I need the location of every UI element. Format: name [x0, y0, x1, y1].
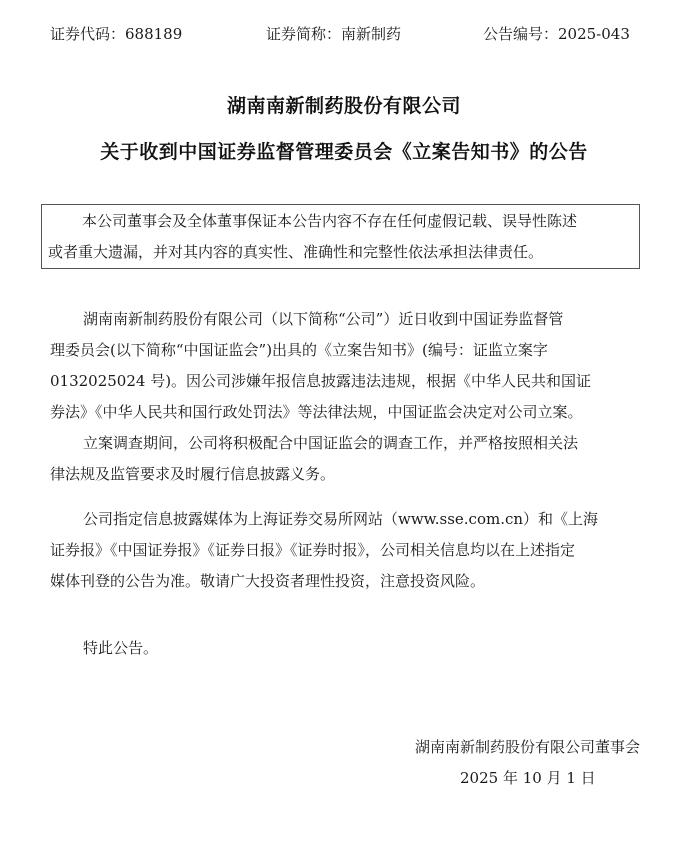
company-title: 湖南南新制药股份有限公司: [226, 95, 461, 117]
paragraph-line: 理委员会(以下简称“中国证监会”)出具的《立案告知书》(编号：证监立案字: [50, 341, 548, 359]
announcement-title: 关于收到中国证券监督管理委员会《立案告知书》的公告: [100, 141, 588, 163]
paragraph-line: 媒体刊登的公告为准。敬请广大投资者理性投资，注意投资风险。: [50, 572, 486, 590]
closing-statement: 特此公告。: [83, 639, 159, 657]
announcement-date: 2025 年 10 月 1 日: [460, 769, 596, 787]
notice-line: 或者重大遗漏，并对其内容的真实性、准确性和完整性依法承担法律责任。: [48, 243, 544, 261]
paragraph-line: 律法规及监管要求及时履行信息披露义务。: [50, 465, 336, 483]
notice-line: 本公司董事会及全体董事保证本公告内容不存在任何虚假记载、误导性陈述: [82, 212, 578, 230]
paragraph-disclosure-media: [50, 504, 640, 597]
paragraph-line: 0132025024 号)。因公司涉嫌年报信息披露违法违规，根据《中华人民共和国证: [50, 372, 592, 390]
board-guarantee-notice: [41, 204, 640, 269]
stock-code: 证券代码：688189: [50, 25, 183, 43]
paragraph-line: 券法》《中华人民共和国行政处罚法》等法律法规，中国证监会决定对公司立案。: [50, 403, 583, 421]
paragraph-line: 公司指定信息披露媒体为上海证券交易所网站（www.sse.com.cn）和《上海: [83, 510, 599, 528]
board-signature: 湖南南新制药股份有限公司董事会: [414, 738, 640, 756]
paragraph-case-filing: [50, 304, 640, 428]
stock-abbreviation: 证券简称：南新制药: [266, 25, 402, 43]
paragraph-investigation: [50, 428, 640, 490]
announcement-number: 公告编号：2025-043: [483, 25, 630, 43]
paragraph-line: 证券报》《中国证券报》《证券日报》《证券时报》，公司相关信息均以在上述指定: [50, 541, 576, 559]
announcement-header: [50, 22, 640, 46]
paragraph-line: 立案调查期间，公司将积极配合中国证监会的调查工作，并严格按照相关法: [83, 434, 579, 452]
paragraph-line: 湖南南新制药股份有限公司（以下简称“公司”）近日收到中国证券监督管: [83, 310, 564, 328]
